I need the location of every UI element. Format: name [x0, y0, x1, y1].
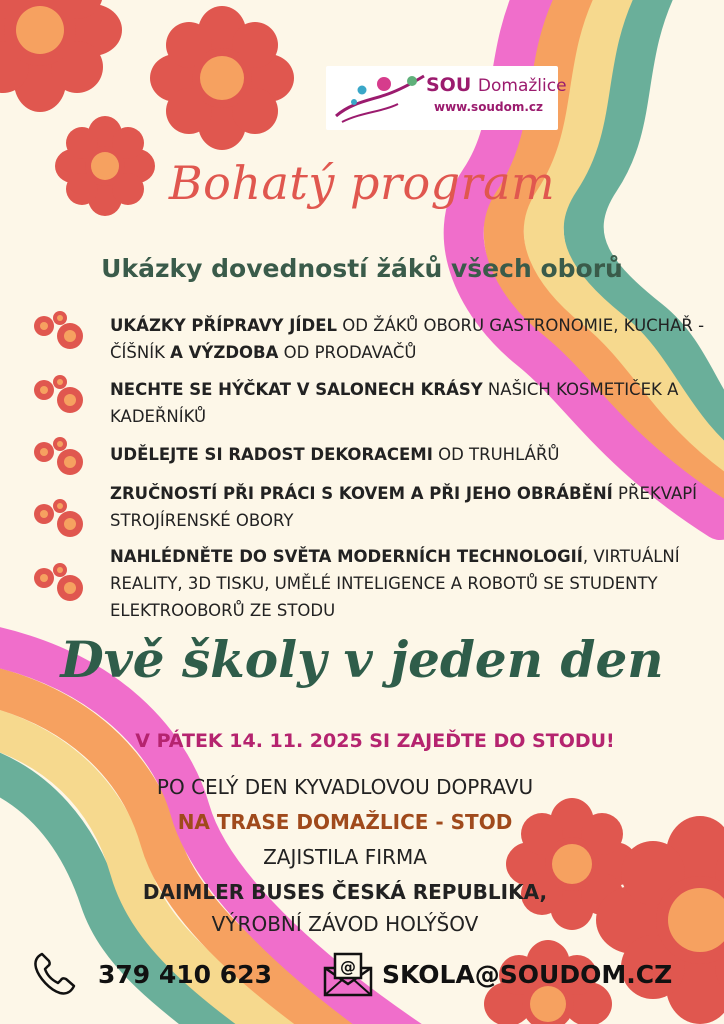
program-item: NECHTE SE HÝČKAT V SALONECH KRÁSY NAŠICH KOSMETIČEK A KADEŘNÍKŮ	[110, 380, 679, 426]
transport-company: DAIMLER BUSES ČESKÁ REPUBLIKA,	[142, 880, 548, 904]
page-subtitle: Ukázky dovedností žáků všech oborů	[101, 254, 623, 283]
flower-bullet-icon	[30, 560, 88, 606]
flower-bullet-icon	[30, 372, 88, 418]
flower-decoration-top-left	[0, 0, 122, 112]
transport-route: NA TRASE DOMAŽLICE - STOD	[177, 810, 513, 834]
flower-bullet-icon	[30, 434, 88, 480]
logo-figures-icon	[332, 72, 428, 126]
transport-plant: VÝROBNÍ ZÁVOD HOLÝŠOV	[211, 912, 479, 936]
program-item: UKÁZKY PŘÍPRAVY JÍDEL OD ŽÁKŮ OBORU GASTRONOMIE, KUCHAŘ - ČÍŠNÍK A VÝZDOBA OD PRODAVAČŮ	[110, 316, 705, 362]
transport-line: ZAJISTILA FIRMA	[263, 845, 427, 869]
phone-icon	[30, 950, 78, 998]
logo-name: SOU Domažlice	[426, 74, 567, 96]
contact-email[interactable]: SKOLA@SOUDOM.CZ	[382, 960, 673, 989]
contact-phone[interactable]: 379 410 623	[98, 960, 272, 989]
program-item: ZRUČNOSTÍ PŘI PRÁCI S KOVEM A PŘI JEHO OBRÁBĚNÍ PŘEKVAPÍ STROJÍRENSKÉ OBORY	[110, 484, 698, 530]
program-item: UDĚLEJTE SI RADOST DEKORACEMI OD TRUHLÁŘŮ	[110, 445, 560, 464]
flower-bullet-icon	[30, 308, 88, 354]
event-date: V PÁTEK 14. 11. 2025 SI ZAJEĎTE DO STODU!	[135, 730, 615, 752]
logo-url: www.soudom.cz	[434, 100, 543, 114]
transport-line: PO CELÝ DEN KYVADLOVOU DOPRAVU	[156, 775, 534, 799]
envelope-icon	[322, 950, 374, 998]
svg-text:@: @	[340, 957, 356, 976]
flower-decoration-top	[150, 6, 294, 150]
flower-bullet-icon	[30, 496, 88, 542]
program-item: NAHLÉDNĚTE DO SVĚTA MODERNÍCH TECHNOLOGIÍ, VIRTUÁLNÍ REALITY, 3D TISKU, UMĚLÉ INTELIGENCE A ROBOTŮ SE STUDENTY ELEKTROOBORŮ ZE STODU	[110, 547, 680, 620]
school-logo	[326, 66, 567, 130]
event-headline: Dvě školy v jeden den	[60, 630, 664, 689]
page-title: Bohatý program	[168, 156, 556, 210]
